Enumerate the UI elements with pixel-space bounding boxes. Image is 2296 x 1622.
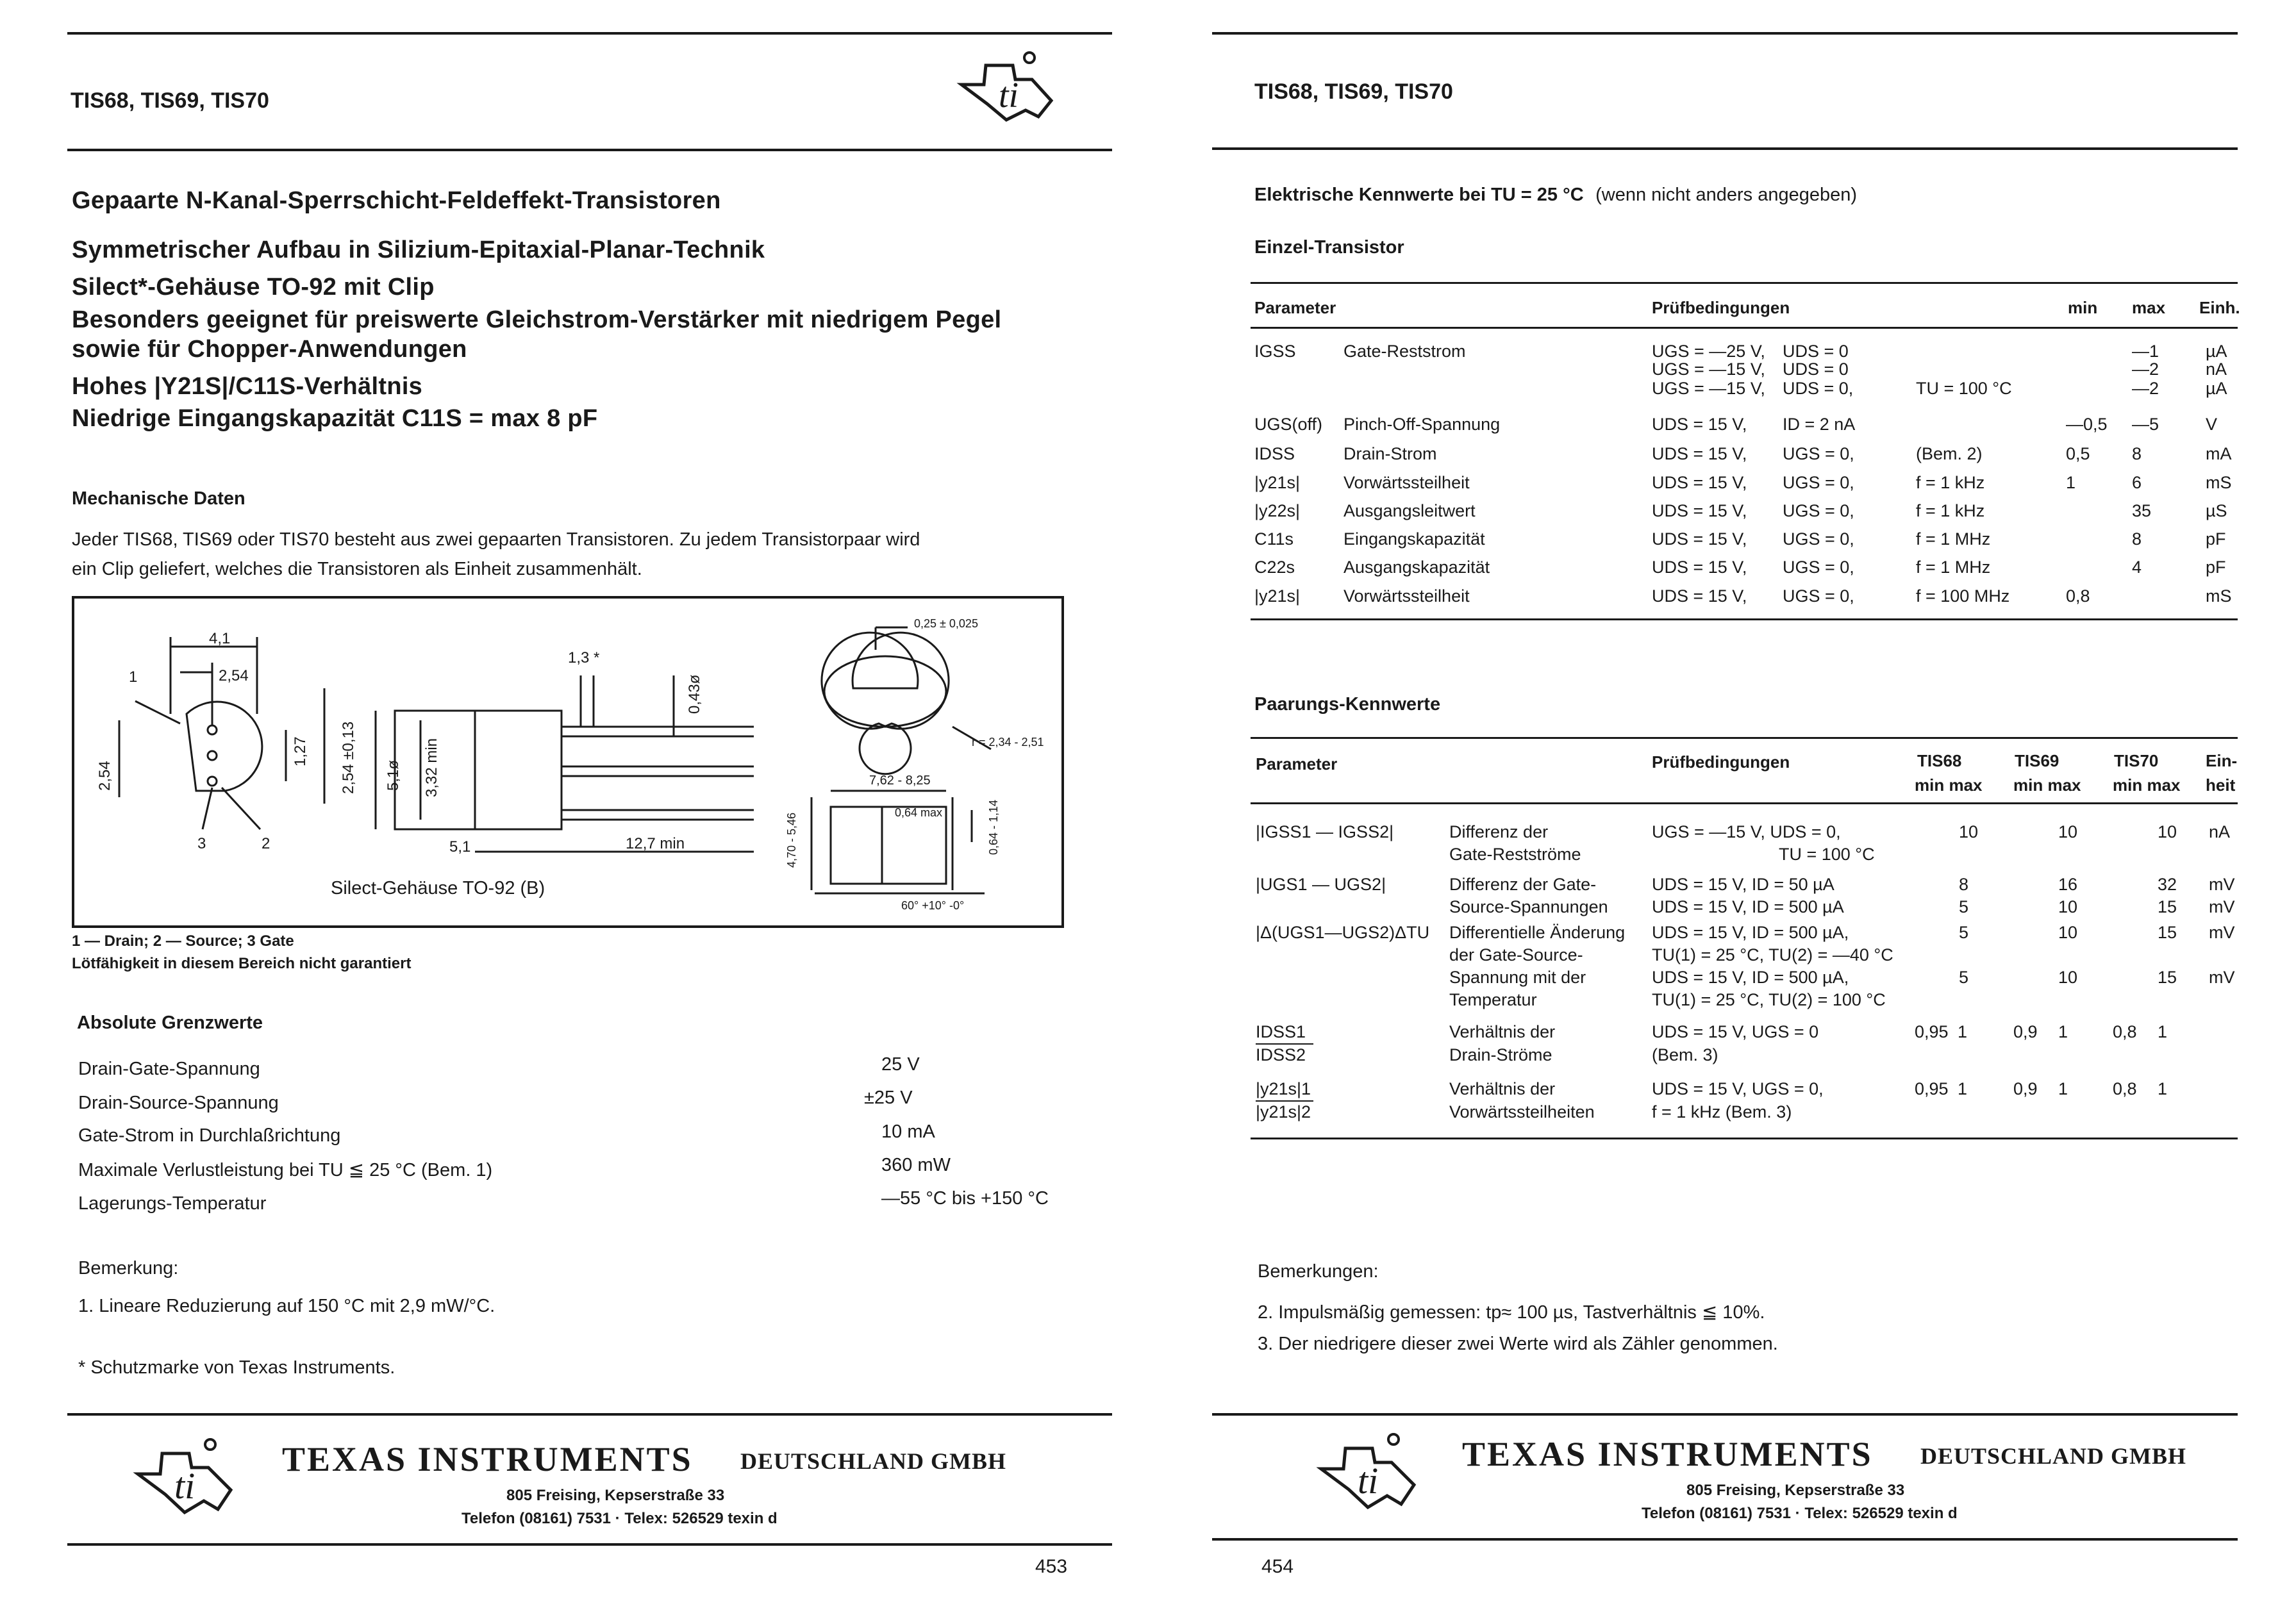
t2-h-tis70: TIS70 <box>2114 751 2159 770</box>
dim-5-1-dia: 5,1ø <box>385 759 402 791</box>
abs-label: Drain-Gate-Spannung <box>78 1059 260 1079</box>
t2-val: 0,95 <box>1915 1079 1949 1098</box>
t2-val: 0,9 <box>2013 1022 2038 1041</box>
t1-min: 1 <box>2066 473 2076 492</box>
t2-cond: UDS = 15 V, UGS = 0 <box>1652 1022 1819 1041</box>
t1-name: Eingangskapazität <box>1343 529 1485 549</box>
t2-symbol-num: IDSS1 <box>1256 1022 1306 1041</box>
header-title: TIS68, TIS69, TIS70 <box>71 88 269 113</box>
t1-min: 0,8 <box>2066 586 2090 606</box>
t1-cond-3: (Bem. 2) <box>1916 444 1983 463</box>
dim-2-54: 2,54 <box>219 667 249 684</box>
t1-name: Ausgangskapazität <box>1343 558 1490 577</box>
t1-max: 4 <box>2132 558 2142 577</box>
t1-name: Gate-Reststrom <box>1343 342 1466 361</box>
feature-2: Symmetrischer Aufbau in Silizium-Epitaxial-Planar-Technik <box>72 236 765 263</box>
t2-h-unit-1: Ein- <box>2206 751 2238 770</box>
fraction-bar <box>1256 1043 1313 1045</box>
t1-name: Drain-Strom <box>1343 444 1437 463</box>
abs-title: Absolute Grenzwerte <box>77 1013 263 1033</box>
t2-val: 15 <box>2158 897 2177 916</box>
t2-val: 5 <box>1959 923 1969 942</box>
dim-0-43: 0,43ø <box>686 674 703 714</box>
t2-symbol-den: |y21s|2 <box>1256 1102 1311 1121</box>
t2-h-param: Parameter <box>1256 754 1338 774</box>
ti-footer-logo-icon <box>1311 1424 1427 1514</box>
t1-max: 35 <box>2132 501 2152 520</box>
abs-value: 10 mA <box>881 1121 935 1142</box>
svg-text:ti: ti <box>174 1465 195 1507</box>
t2-bottom-rule <box>1251 1138 2238 1139</box>
t1-cond-2: UDS = 0, <box>1783 379 1854 398</box>
t2-desc: Differentielle Änderung <box>1449 923 1626 942</box>
t1-unit: µA <box>2206 379 2227 398</box>
t2-cond: TU(1) = 25 °C, TU(2) = 100 °C <box>1652 990 1886 1009</box>
t1-bottom-rule <box>1251 618 2238 620</box>
t1-name: Pinch-Off-Spannung <box>1343 415 1501 434</box>
t1-cond-3: TU = 100 °C <box>1916 379 2012 398</box>
t2-desc: Verhältnis der <box>1449 1079 1556 1098</box>
t2-val: 8 <box>1959 875 1969 894</box>
ti-footer-logo-icon <box>128 1429 244 1519</box>
t2-cond: UDS = 15 V, ID = 500 µA <box>1652 897 1844 916</box>
t2-val: 10 <box>1959 822 1979 841</box>
t2-desc: Spannung mit der <box>1449 968 1586 987</box>
single-title: Einzel-Transistor <box>1254 237 1404 258</box>
t1-min: 0,5 <box>2066 444 2090 463</box>
t2-val: 1 <box>1958 1022 1968 1041</box>
remarks-title: Bemerkungen: <box>1258 1261 1379 1282</box>
t2-top-rule <box>1251 737 2238 739</box>
t1-name: Ausgangsleitwert <box>1343 501 1476 520</box>
t1-h-max: max <box>2132 298 2166 317</box>
t2-symbol: |UGS1 — UGS2| <box>1256 875 1386 894</box>
dim-2-54-tol: 2,54 ±0,13 <box>340 721 357 794</box>
footer-contact: Telefon (08161) 7531 · Telex: 526529 texin d <box>1642 1505 1958 1522</box>
t2-val: 10 <box>2058 968 2078 987</box>
t2-cond: UGS = —15 V, UDS = 0, <box>1652 822 1841 841</box>
fraction-bar <box>1256 1100 1313 1102</box>
t1-cond-1: UDS = 15 V, <box>1652 558 1747 577</box>
t2-cond: UDS = 15 V, ID = 500 µA, <box>1652 968 1849 987</box>
t1-symbol: |y21s| <box>1254 586 1301 606</box>
t2-symbol-den: IDSS2 <box>1256 1045 1306 1064</box>
t2-unit: mV <box>2209 968 2235 987</box>
t2-desc: Temperatur <box>1449 990 1537 1009</box>
t2-val: 10 <box>2058 822 2078 841</box>
t1-h-unit: Einh. <box>2199 298 2240 317</box>
t1-unit: V <box>2206 415 2218 434</box>
abs-label: Gate-Strom in Durchlaßrichtung <box>78 1125 341 1146</box>
t2-h-unit-2: heit <box>2206 775 2236 795</box>
dim-pin-3: 3 <box>197 835 206 852</box>
dim-pin-2: 2 <box>262 835 270 852</box>
mech-text-1: Jeder TIS68, TIS69 oder TIS70 besteht aus zwei gepaarten Transistoren. Zu jedem Transistorpaar wird <box>72 529 920 550</box>
t2-cond: TU = 100 °C <box>1779 845 1875 864</box>
t2-cond: (Bem. 3) <box>1652 1045 1718 1064</box>
remark-1: 1. Lineare Reduzierung auf 150 °C mit 2,9 mW/°C. <box>78 1296 495 1316</box>
dim-12-7: 12,7 min <box>626 835 685 852</box>
footer-address: 805 Freising, Kepserstraße 33 <box>506 1487 725 1504</box>
footer-rule <box>1212 1413 2238 1416</box>
mech-text-2: ein Clip geliefert, welches die Transistoren als Einheit zusammenhält. <box>72 559 642 579</box>
abs-value: —55 °C bis +150 °C <box>881 1188 1049 1209</box>
pair-title: Paarungs-Kennwerte <box>1254 694 1441 715</box>
t1-cond-1: UDS = 15 V, <box>1652 501 1747 520</box>
package-drawing <box>74 599 1061 925</box>
t1-symbol: |y22s| <box>1254 501 1301 520</box>
t2-desc: Gate-Restströme <box>1449 845 1581 864</box>
abs-label: Lagerungs-Temperatur <box>78 1193 267 1214</box>
t1-unit: µS <box>2206 501 2227 520</box>
elec-note: (wenn nicht anders angegeben) <box>1595 185 1858 205</box>
page-number: 454 <box>1261 1556 1294 1577</box>
footer-address: 805 Freising, Kepserstraße 33 <box>1686 1482 1905 1499</box>
t2-h-tis68: TIS68 <box>1917 751 1962 770</box>
t2-cond: UDS = 15 V, ID = 500 µA, <box>1652 923 1849 942</box>
header-rule <box>67 149 1112 151</box>
t1-cond-3: f = 1 kHz <box>1916 473 1985 492</box>
drawing-frame <box>72 596 1064 928</box>
abs-value: 25 V <box>881 1054 920 1075</box>
t1-h-cond: Prüfbedingungen <box>1652 298 1790 317</box>
t1-cond-1: UGS = —15 V, <box>1652 379 1765 398</box>
t1-max: 8 <box>2132 444 2142 463</box>
elec-heading <box>1254 185 1857 206</box>
t2-cond: UDS = 15 V, ID = 50 µA <box>1652 875 1834 894</box>
t1-cond-2: UGS = 0, <box>1783 444 1854 463</box>
t1-symbol: IDSS <box>1254 444 1295 463</box>
t2-cond: f = 1 kHz (Bem. 3) <box>1652 1102 1792 1121</box>
dim-3-32: 3,32 min <box>423 738 440 797</box>
t1-cond-1: UDS = 15 V, <box>1652 529 1747 549</box>
t2-val: 1 <box>2158 1022 2168 1041</box>
t2-val: 16 <box>2058 875 2078 894</box>
t2-val: 5 <box>1959 968 1969 987</box>
svg-text:ti: ti <box>999 76 1019 115</box>
t1-max: —1 <box>2132 342 2159 361</box>
t1-symbol: IGSS <box>1254 342 1296 361</box>
t2-h-tis69: TIS69 <box>2015 751 2059 770</box>
t1-cond-2: UGS = 0, <box>1783 473 1854 492</box>
t1-cond-1: UDS = 15 V, <box>1652 444 1747 463</box>
elec-title: Elektrische Kennwerte bei TU = 25 °C <box>1254 185 1584 205</box>
right-page <box>1148 0 2296 1622</box>
t1-symbol: C11s <box>1254 529 1294 549</box>
t2-symbol-num: |y21s|1 <box>1256 1079 1311 1098</box>
t1-min: —0,5 <box>2066 415 2108 434</box>
t1-max: —2 <box>2132 379 2159 398</box>
svg-text:ti: ti <box>1358 1460 1379 1502</box>
drawing-caption: Silect-Gehäuse TO-92 (B) <box>331 878 545 898</box>
feature-4: Besonders geeignet für preiswerte Gleichstrom-Verstärker mit niedrigem Pegel <box>72 306 1002 333</box>
t2-val: 15 <box>2158 968 2177 987</box>
t1-cond-3: f = 1 kHz <box>1916 501 1985 520</box>
t1-cond-1: UDS = 15 V, <box>1652 473 1747 492</box>
abs-label: Maximale Verlustleistung bei TU ≦ 25 °C (Bem. 1) <box>78 1160 493 1180</box>
footer-contact: Telefon (08161) 7531 · Telex: 526529 texin d <box>462 1510 778 1527</box>
top-rule <box>1212 32 2238 35</box>
t2-desc: Source-Spannungen <box>1449 897 1608 916</box>
t1-cond-2: ID = 2 nA <box>1783 415 1856 434</box>
t1-cond-1: UDS = 15 V, <box>1652 415 1747 434</box>
t2-val: 0,8 <box>2113 1022 2137 1041</box>
t2-h-minmax-3: min max <box>2113 775 2181 795</box>
t2-val: 1 <box>2058 1022 2068 1041</box>
footer-bottom-rule <box>67 1543 1112 1546</box>
dim-0-64: 0,64 max <box>895 806 943 819</box>
abs-value: ±25 V <box>864 1088 913 1108</box>
t1-unit: nA <box>2206 360 2227 379</box>
t2-val: 0,95 <box>1915 1022 1949 1041</box>
t1-max: —2 <box>2132 360 2159 379</box>
dim-0-25: 0,25 ± 0,025 <box>914 617 978 630</box>
t1-symbol: |y21s| <box>1254 473 1301 492</box>
t1-unit: mS <box>2206 473 2232 492</box>
t2-unit: mV <box>2209 897 2235 916</box>
t2-val: 0,8 <box>2113 1079 2137 1098</box>
t2-cond: TU(1) = 25 °C, TU(2) = —40 °C <box>1652 945 1893 964</box>
t1-head-rule <box>1251 327 2238 329</box>
t1-max: —5 <box>2132 415 2159 434</box>
t2-symbol: |Δ(UGS1—UGS2)ΔTU <box>1256 923 1430 942</box>
t2-h-minmax-2: min max <box>2013 775 2081 795</box>
dim-60: 60° +10° -0° <box>901 899 965 912</box>
dim-4-70: 4,70 - 5,46 <box>785 812 798 868</box>
mech-title: Mechanische Daten <box>72 488 245 509</box>
solder-note: Lötfähigkeit in diesem Bereich nicht garantiert <box>72 955 412 972</box>
dim-4-1: 4,1 <box>209 630 231 647</box>
top-rule <box>67 32 1112 35</box>
header-rule <box>1212 147 2238 150</box>
remark-title: Bemerkung: <box>78 1258 179 1279</box>
dim-1-3: 1,3 * <box>568 649 600 666</box>
footer-bottom-rule <box>1212 1538 2238 1541</box>
t1-unit: pF <box>2206 558 2226 577</box>
t2-unit: nA <box>2209 822 2231 841</box>
dim-0-64-1-14: 0,64 - 1,14 <box>987 799 1000 855</box>
dim-r: r = 2,34 - 2,51 <box>972 736 1044 749</box>
t2-unit: mV <box>2209 923 2235 942</box>
t1-cond-3: f = 100 MHz <box>1916 586 2010 606</box>
t2-val: 10 <box>2058 923 2078 942</box>
t2-desc: Differenz der Gate- <box>1449 875 1597 894</box>
t2-desc: Drain-Ströme <box>1449 1045 1552 1064</box>
feature-7: Niedrige Eingangskapazität C11S = max 8 pF <box>72 405 598 432</box>
trademark-note: * Schutzmarke von Texas Instruments. <box>78 1357 395 1378</box>
dim-1-27: 1,27 <box>292 736 309 766</box>
t2-val: 10 <box>2058 897 2078 916</box>
t2-val: 15 <box>2158 923 2177 942</box>
t2-h-minmax-1: min max <box>1915 775 1983 795</box>
ti-logo-icon <box>949 40 1064 129</box>
t1-cond-2: UDS = 0 <box>1783 360 1849 379</box>
abs-label: Drain-Source-Spannung <box>78 1093 279 1113</box>
dim-5-1: 5,1 <box>449 838 471 856</box>
t1-symbol: C22s <box>1254 558 1295 577</box>
t1-max: 6 <box>2132 473 2142 492</box>
t2-head-rule <box>1251 802 2238 804</box>
t2-desc: der Gate-Source- <box>1449 945 1583 964</box>
t2-val: 32 <box>2158 875 2177 894</box>
t1-unit: µA <box>2206 342 2227 361</box>
footer-sub: DEUTSCHLAND GMBH <box>740 1448 1007 1474</box>
page-number: 453 <box>1035 1556 1068 1577</box>
t1-cond-2: UGS = 0, <box>1783 529 1854 549</box>
pin-legend: 1 — Drain; 2 — Source; 3 Gate <box>72 932 294 950</box>
footer-brand: TEXAS INSTRUMENTS <box>282 1440 693 1478</box>
t1-unit: pF <box>2206 529 2226 549</box>
t2-desc: Vorwärtssteilheiten <box>1449 1102 1595 1121</box>
t1-cond-2: UGS = 0, <box>1783 586 1854 606</box>
t1-max: 8 <box>2132 529 2142 549</box>
t1-unit: mS <box>2206 586 2232 606</box>
t1-symbol: UGS(off) <box>1254 415 1323 434</box>
t1-h-param: Parameter <box>1254 298 1336 317</box>
footer-rule <box>67 1413 1112 1416</box>
t1-unit: mA <box>2206 444 2232 463</box>
feature-6: Hohes |Y21S|/C11S-Verhältnis <box>72 373 423 400</box>
t1-cond-1: UGS = —15 V, <box>1652 360 1765 379</box>
t1-cond-3: f = 1 MHz <box>1916 529 1991 549</box>
t1-cond-3: f = 1 MHz <box>1916 558 1991 577</box>
feature-5: sowie für Chopper-Anwendungen <box>72 336 467 363</box>
t1-cond-2: UGS = 0, <box>1783 501 1854 520</box>
t2-desc: Differenz der <box>1449 822 1549 841</box>
t1-name: Vorwärtssteilheit <box>1343 473 1470 492</box>
t1-top-rule <box>1251 282 2238 284</box>
dim-7-62: 7,62 - 8,25 <box>869 774 931 788</box>
feature-3: Silect*-Gehäuse TO-92 mit Clip <box>72 274 435 301</box>
remark-2: 2. Impulsmäßig gemessen: tp≈ 100 µs, Tastverhältnis ≦ 10%. <box>1258 1302 1765 1323</box>
t1-h-min: min <box>2068 298 2098 317</box>
t2-unit: mV <box>2209 875 2235 894</box>
t2-val: 1 <box>2058 1079 2068 1098</box>
feature-1: Gepaarte N-Kanal-Sperrschicht-Feldeffekt-Transistoren <box>72 187 721 214</box>
abs-value: 360 mW <box>881 1155 951 1175</box>
t1-name: Vorwärtssteilheit <box>1343 586 1470 606</box>
t2-symbol: |IGSS1 — IGSS2| <box>1256 822 1394 841</box>
footer-brand: TEXAS INSTRUMENTS <box>1462 1435 1873 1473</box>
t1-cond-1: UGS = —25 V, <box>1652 342 1765 361</box>
t2-h-cond: Prüfbedingungen <box>1652 752 1790 772</box>
t2-val: 10 <box>2158 822 2177 841</box>
t2-val: 1 <box>2158 1079 2168 1098</box>
t1-cond-2: UGS = 0, <box>1783 558 1854 577</box>
t2-desc: Verhältnis der <box>1449 1022 1556 1041</box>
t2-cond: UDS = 15 V, UGS = 0, <box>1652 1079 1824 1098</box>
dim-2-54-v: 2,54 <box>96 761 113 791</box>
remark-3: 3. Der niedrigere dieser zwei Werte wird als Zähler genommen. <box>1258 1334 1778 1354</box>
footer-sub: DEUTSCHLAND GMBH <box>1920 1443 2187 1469</box>
t2-val: 5 <box>1959 897 1969 916</box>
header-title: TIS68, TIS69, TIS70 <box>1254 79 1453 104</box>
t1-cond-2: UDS = 0 <box>1783 342 1849 361</box>
t2-val: 0,9 <box>2013 1079 2038 1098</box>
t2-val: 1 <box>1958 1079 1968 1098</box>
t1-cond-1: UDS = 15 V, <box>1652 586 1747 606</box>
dim-pin-1: 1 <box>129 668 138 686</box>
